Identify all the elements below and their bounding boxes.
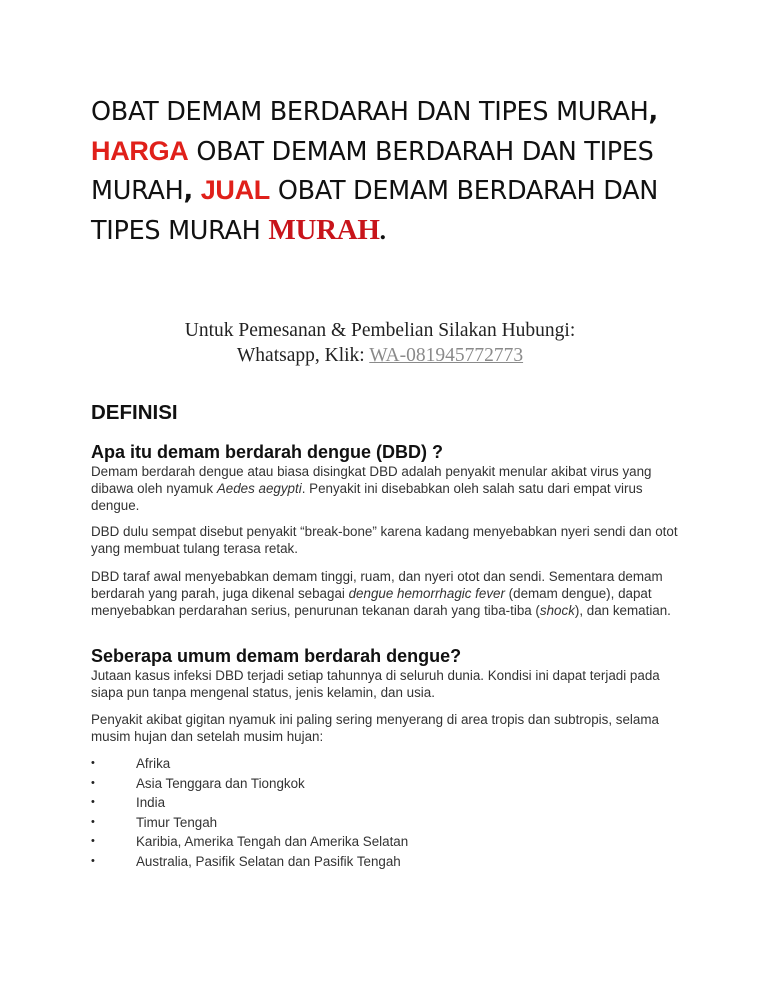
list-item (91, 775, 691, 795)
title-part-2: OBAT DEMAM BERDARAH DAN TIPES MURAH (91, 136, 654, 206)
title-part-1: OBAT DEMAM BERDARAH DAN TIPES MURAH (91, 97, 649, 127)
contact-line-1: Untuk Pemesanan & Pembelian Silakan Hubungi: (184, 320, 576, 341)
paragraph-severity (91, 568, 691, 619)
section-heading-definisi: DEFINISI (91, 401, 178, 424)
bullet-icon: • (91, 854, 95, 867)
list-item (91, 853, 691, 873)
list-item (91, 794, 691, 814)
severity-text-c: ), dan kematian. (574, 603, 671, 618)
paragraph-break-bone: DBD dulu sempat disebut penyakit “break-bone” karena kadang menyebabkan nyeri sendi dan otot yang membuat tulang terasa retak. (91, 524, 678, 556)
title-murah: MURAH (268, 213, 380, 246)
dbd-definition-text-a: Demam berdarah dengue atau biasa disingkat DBD adalah penyakit menular akibat virus yang dibawa oleh nyamuk (91, 464, 652, 496)
severity-text-a: DBD taraf awal menyebabkan demam tinggi, ruam, dan nyeri otot dan sendi. Sementara demam berdarah yang parah, juga dikenal sebagai (91, 569, 663, 601)
title-part-3: OBAT DEMAM BERDARAH DAN TIPES MURAH (91, 176, 658, 246)
paragraph-dbd-definition (91, 463, 691, 514)
region-label: Timur Tengah (136, 814, 218, 830)
list-item (91, 755, 691, 775)
page-title (91, 93, 691, 250)
whatsapp-link[interactable]: WA-081945772773 (369, 345, 524, 366)
heading-what-is-dbd: Apa itu demam berdarah dengue (DBD) ? (91, 442, 444, 462)
region-label: Asia Tenggara dan Tiongkok (136, 775, 305, 791)
severity-italic-2: shock (539, 603, 575, 618)
bullet-icon: • (91, 835, 95, 847)
dbd-definition-italic: Aedes aegypti (216, 481, 302, 496)
region-label: Afrika (136, 756, 171, 771)
bullet-icon: • (91, 776, 95, 789)
list-item (91, 814, 691, 834)
dbd-definition-text-b: . Penyakit ini disebabkan oleh salah satu dari empat virus dengue. (91, 481, 643, 513)
bullet-icon: • (91, 796, 95, 808)
contact-line-2 (120, 343, 640, 368)
title-comma-1: , (648, 97, 658, 127)
region-label: India (136, 795, 166, 810)
title-dot: . (379, 215, 386, 245)
bullet-icon: • (91, 757, 95, 769)
paragraph-regions-intro: Penyakit akibat gigitan nyamuk ini paling sering menyerang di area tropis dan subtropis, selama musim hujan dan setelah musim hujan: (91, 712, 659, 744)
contact-prefix: Whatsapp, Klik: (236, 345, 365, 366)
title-jual: JUAL (200, 175, 270, 205)
regions-list (91, 755, 691, 872)
bullet-icon: • (91, 815, 95, 828)
list-item (91, 833, 691, 853)
severity-italic: dengue hemorrhagic fever (348, 586, 505, 601)
region-label: Australia, Pasifik Selatan dan Pasifik Tengah (136, 853, 401, 869)
contact-block (120, 318, 640, 368)
paragraph-cases: Jutaan kasus infeksi DBD terjadi setiap tahunnya di seluruh dunia. Kondisi ini dapat terjadi pada siapa pun tanpa mengenal status, jenis kelamin, dan usia. (91, 668, 660, 700)
title-comma-2: , (183, 176, 193, 206)
heading-how-common: Seberapa umum demam berdarah dengue? (91, 646, 462, 666)
severity-text-b: (demam dengue), dapat menyebabkan perdarahan serius, penurunan tekanan darah yang tiba-tiba ( (91, 586, 652, 618)
region-label: Karibia, Amerika Tengah dan Amerika Selatan (136, 834, 409, 849)
title-harga: HARGA (91, 135, 189, 166)
